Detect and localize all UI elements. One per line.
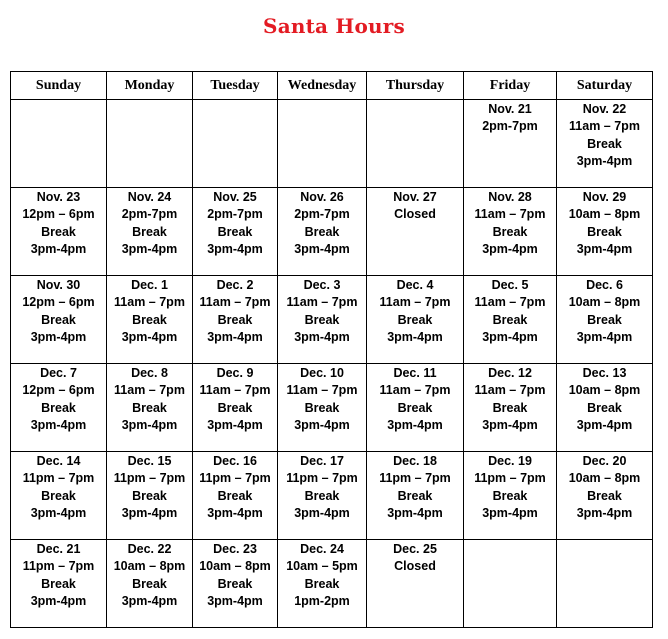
day-date: Nov. 24 [127, 190, 172, 204]
break-time: 3pm-4pm [482, 330, 538, 345]
day-cell [193, 364, 278, 452]
break-label: Break [397, 488, 433, 503]
day-cell [557, 452, 653, 540]
break-time: 3pm-4pm [294, 330, 350, 345]
day-date: Dec. 12 [488, 366, 532, 380]
break-time: 3pm-4pm [121, 418, 178, 433]
empty-day-cell [11, 100, 107, 188]
weekday-header-tuesday: Tuesday [193, 72, 278, 100]
day-hours: 11pm – 7pm [22, 471, 95, 486]
break-label: Break [217, 224, 253, 239]
day-date: Nov. 28 [488, 190, 532, 204]
day-date: Dec. 20 [582, 454, 627, 468]
day-date: Dec. 9 [216, 366, 254, 380]
day-date: Nov. 21 [488, 102, 532, 116]
day-cell [367, 364, 464, 452]
break-time: 3pm-4pm [294, 242, 350, 257]
break-label: Break [304, 400, 340, 415]
break-time: 3pm-4pm [576, 242, 633, 257]
day-date: Dec. 18 [393, 454, 437, 468]
day-cell [557, 276, 653, 364]
day-date: Dec. 6 [586, 278, 623, 292]
break-label: Break [132, 488, 167, 503]
day-date: Dec. 17 [300, 454, 344, 468]
empty-day-cell [464, 540, 557, 628]
day-cell [464, 452, 557, 540]
day-hours: 2pm-7pm [294, 207, 350, 222]
day-date: Dec. 15 [127, 454, 172, 468]
break-time: 3pm-4pm [207, 330, 263, 345]
weekday-header-row [11, 72, 653, 100]
break-label: Break [41, 312, 76, 327]
break-time: 3pm-4pm [121, 330, 178, 345]
day-hours: 11am – 7pm [286, 383, 358, 398]
break-time: 3pm-4pm [207, 418, 263, 433]
break-label: Break [217, 400, 253, 415]
break-label: Break [304, 312, 340, 327]
day-hours: 11am – 7pm [474, 207, 546, 222]
break-label: Break [304, 576, 340, 591]
break-time: 3pm-4pm [576, 418, 633, 433]
day-cell [464, 364, 557, 452]
day-cell [367, 276, 464, 364]
day-cell [193, 452, 278, 540]
day-hours: 10am – 8pm [568, 471, 641, 486]
break-label: Break [397, 312, 433, 327]
day-cell [278, 540, 367, 628]
week-row [11, 452, 653, 540]
empty-day-cell [278, 100, 367, 188]
day-date: Dec. 14 [36, 454, 81, 468]
day-cell [367, 540, 464, 628]
break-time: 3pm-4pm [482, 506, 538, 521]
week-row [11, 100, 653, 188]
break-label: Break [41, 400, 76, 415]
day-date: Dec. 2 [216, 278, 254, 292]
day-cell [464, 100, 557, 188]
day-date: Dec. 25 [393, 542, 437, 556]
day-cell [193, 276, 278, 364]
day-cell [193, 540, 278, 628]
break-label: Break [132, 576, 167, 591]
break-label: Break [217, 312, 253, 327]
day-date: Dec. 3 [303, 278, 341, 292]
day-hours: 10am – 5pm [286, 559, 358, 574]
week-row [11, 364, 653, 452]
day-date: Nov. 23 [36, 190, 81, 204]
day-cell [11, 364, 107, 452]
weekday-header-monday: Monday [107, 72, 193, 100]
break-time: 3pm-4pm [294, 418, 350, 433]
day-hours: 11pm – 7pm [22, 559, 95, 574]
break-label: Break [397, 400, 433, 415]
day-hours: 12pm – 6pm [22, 383, 95, 398]
day-cell [557, 188, 653, 276]
break-time: 3pm-4pm [387, 418, 443, 433]
day-cell [278, 452, 367, 540]
day-hours: 11am – 7pm [286, 295, 358, 310]
day-cell [11, 540, 107, 628]
day-hours: 11am – 7pm [379, 383, 451, 398]
day-date: Nov. 27 [393, 190, 437, 204]
day-date: Nov. 22 [582, 102, 627, 116]
day-hours: 11am – 7pm [569, 119, 640, 134]
week-row [11, 540, 653, 628]
break-label: Break [217, 576, 253, 591]
day-cell [107, 540, 193, 628]
break-time: 3pm-4pm [207, 242, 263, 257]
day-cell [193, 188, 278, 276]
day-date: Dec. 10 [300, 366, 344, 380]
calendar-body [11, 100, 653, 628]
day-cell [367, 188, 464, 276]
day-date: Nov. 29 [582, 190, 627, 204]
break-label: Break [41, 576, 76, 591]
break-label: Break [587, 136, 622, 151]
day-hours: 11am – 7pm [379, 295, 451, 310]
day-hours: 10am – 8pm [568, 383, 641, 398]
day-cell [367, 452, 464, 540]
day-cell [557, 364, 653, 452]
break-label: Break [304, 488, 340, 503]
day-date: Dec. 5 [491, 278, 529, 292]
day-cell [464, 276, 557, 364]
break-label: Break [132, 224, 167, 239]
day-cell [107, 364, 193, 452]
day-hours: 11am – 7pm [199, 295, 271, 310]
day-hours: 11pm – 7pm [379, 471, 451, 486]
break-time: 3pm-4pm [482, 418, 538, 433]
break-label: Break [587, 312, 622, 327]
day-hours: 11pm – 7pm [286, 471, 358, 486]
day-cell [464, 188, 557, 276]
day-cell [278, 188, 367, 276]
day-cell [11, 188, 107, 276]
break-time: 3pm-4pm [30, 418, 87, 433]
break-time: 3pm-4pm [121, 242, 178, 257]
day-cell [557, 100, 653, 188]
day-hours: 2pm-7pm [207, 207, 263, 222]
day-hours: 11pm – 7pm [113, 471, 186, 486]
day-hours: 2pm-7pm [121, 207, 178, 222]
closed-label: Closed [394, 207, 436, 222]
day-hours: 11am – 7pm [474, 295, 546, 310]
break-time: 3pm-4pm [576, 330, 633, 345]
page-title: Santa Hours [263, 14, 405, 38]
break-label: Break [492, 312, 528, 327]
day-hours: 11pm – 7pm [199, 471, 271, 486]
day-date: Dec. 13 [582, 366, 627, 380]
empty-day-cell [107, 100, 193, 188]
day-date: Dec. 1 [131, 278, 168, 292]
break-time: 3pm-4pm [576, 506, 633, 521]
day-date: Dec. 8 [131, 366, 168, 380]
break-label: Break [492, 488, 528, 503]
break-time: 3pm-4pm [387, 506, 443, 521]
break-time: 3pm-4pm [30, 242, 87, 257]
closed-label: Closed [394, 559, 436, 574]
day-cell [278, 276, 367, 364]
day-hours: 10am – 8pm [568, 207, 641, 222]
break-label: Break [587, 224, 622, 239]
day-hours: 10am – 8pm [568, 295, 641, 310]
empty-day-cell [367, 100, 464, 188]
break-label: Break [492, 224, 528, 239]
break-time: 3pm-4pm [121, 506, 178, 521]
day-hours: 11am – 7pm [114, 383, 185, 398]
day-date: Dec. 22 [127, 542, 172, 556]
day-date: Dec. 11 [393, 366, 437, 380]
break-time: 3pm-4pm [30, 594, 87, 609]
day-hours: 2pm-7pm [482, 119, 538, 134]
weekday-header-friday: Friday [464, 72, 557, 100]
empty-day-cell [557, 540, 653, 628]
day-date: Nov. 30 [36, 278, 81, 292]
break-label: Break [492, 400, 528, 415]
week-row [11, 188, 653, 276]
day-date: Dec. 24 [300, 542, 344, 556]
day-cell [107, 452, 193, 540]
weekday-header-saturday: Saturday [557, 72, 653, 100]
break-label: Break [132, 400, 167, 415]
weekday-header-wednesday: Wednesday [278, 72, 367, 100]
break-label: Break [132, 312, 167, 327]
day-date: Nov. 26 [300, 190, 344, 204]
break-time: 3pm-4pm [576, 154, 633, 169]
day-cell [278, 364, 367, 452]
day-date: Dec. 16 [213, 454, 257, 468]
break-time: 3pm-4pm [207, 506, 263, 521]
day-hours: 11am – 7pm [474, 383, 546, 398]
day-date: Dec. 19 [488, 454, 532, 468]
break-time: 3pm-4pm [30, 330, 87, 345]
break-label: Break [304, 224, 340, 239]
day-date: Nov. 25 [213, 190, 257, 204]
day-date: Dec. 23 [213, 542, 257, 556]
santa-hours-calendar [10, 71, 653, 628]
break-time: 3pm-4pm [121, 594, 178, 609]
weekday-header-sunday: Sunday [11, 72, 107, 100]
break-time: 3pm-4pm [387, 330, 443, 345]
day-cell [107, 276, 193, 364]
day-date: Dec. 7 [40, 366, 77, 380]
day-hours: 12pm – 6pm [22, 207, 95, 222]
break-label: Break [587, 488, 622, 503]
day-hours: 10am – 8pm [199, 559, 271, 574]
day-hours: 11am – 7pm [114, 295, 185, 310]
day-hours: 10am – 8pm [113, 559, 186, 574]
break-time: 3pm-4pm [482, 242, 538, 257]
day-hours: 11am – 7pm [199, 383, 271, 398]
day-date: Dec. 4 [396, 278, 434, 292]
empty-day-cell [193, 100, 278, 188]
weekday-header-thursday: Thursday [367, 72, 464, 100]
day-hours: 11pm – 7pm [474, 471, 546, 486]
break-label: Break [41, 488, 76, 503]
day-date: Dec. 21 [36, 542, 81, 556]
break-label: Break [587, 400, 622, 415]
day-cell [11, 452, 107, 540]
break-label: Break [41, 224, 76, 239]
day-hours: 12pm – 6pm [22, 295, 95, 310]
day-cell [11, 276, 107, 364]
break-time: 3pm-4pm [30, 506, 87, 521]
break-time: 1pm-2pm [294, 594, 350, 609]
day-cell [107, 188, 193, 276]
break-time: 3pm-4pm [294, 506, 350, 521]
break-time: 3pm-4pm [207, 594, 263, 609]
break-label: Break [217, 488, 253, 503]
week-row [11, 276, 653, 364]
